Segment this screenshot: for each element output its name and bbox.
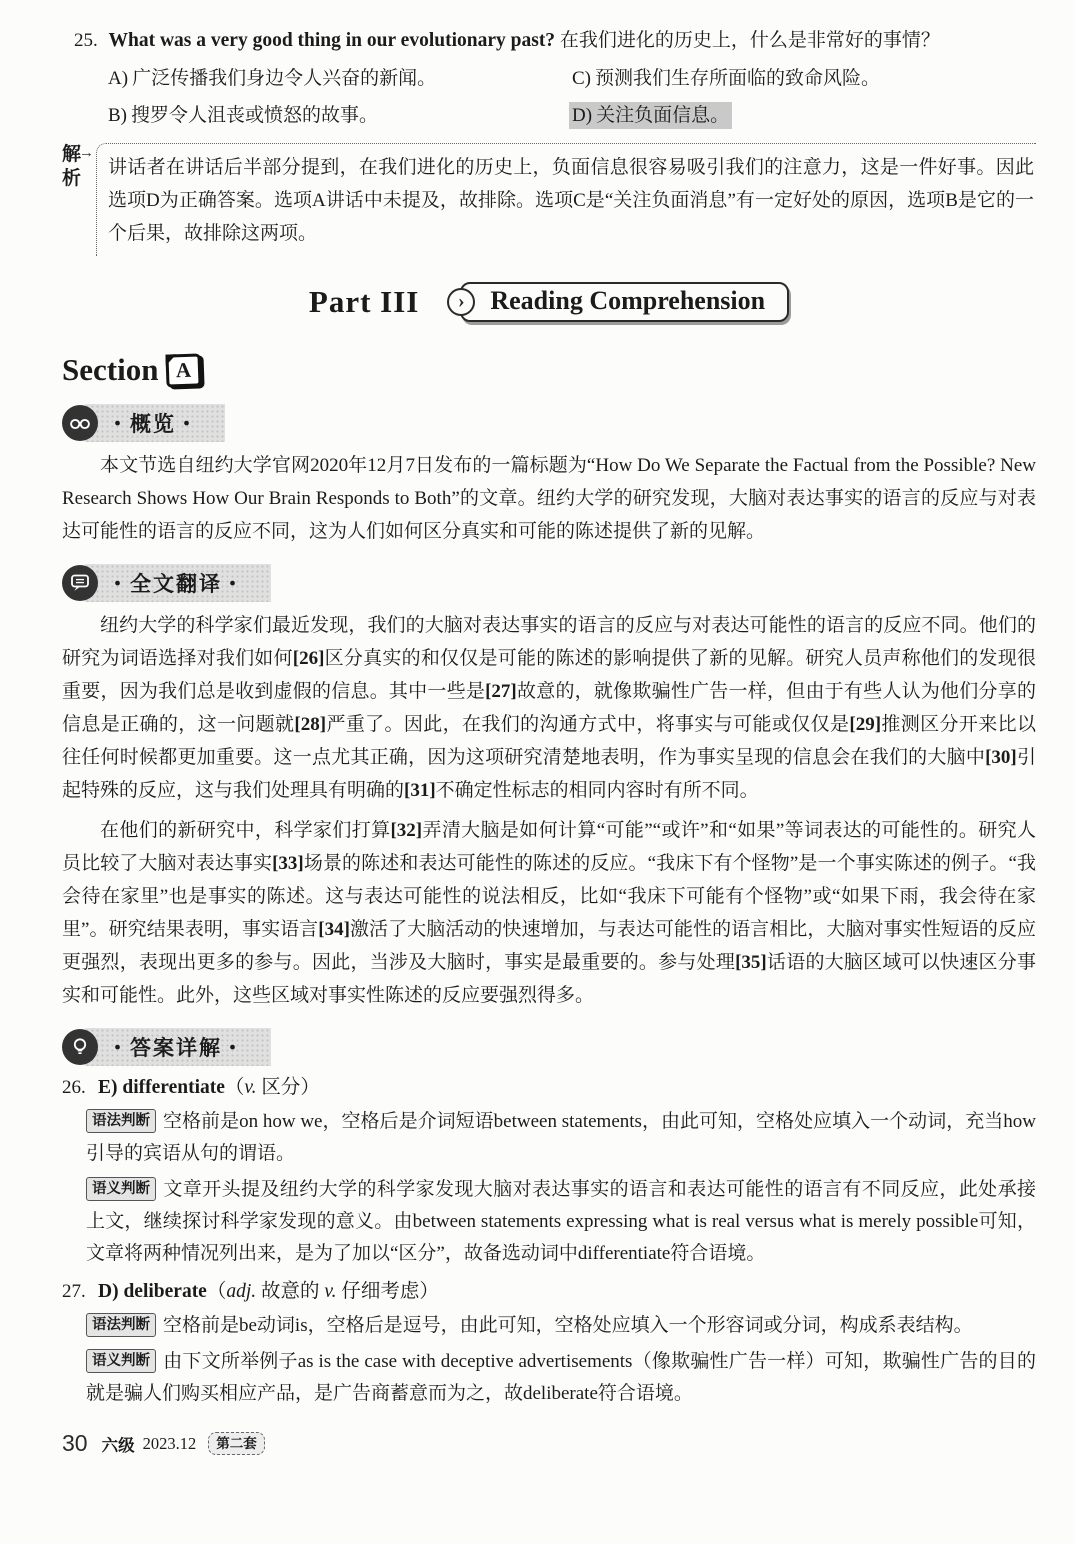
option-a <box>108 64 572 94</box>
analysis-label: 解析 <box>62 144 82 189</box>
option-c-label: C) <box>572 68 591 89</box>
circle-chevron-icon: › <box>447 288 475 316</box>
answer-details-header <box>62 1028 1036 1066</box>
question-text-chinese: 在我们进化的历史上，什么是非常好的事情？ <box>559 30 940 51</box>
options-grid <box>108 64 1036 131</box>
answer-item-26 <box>62 1072 1036 1270</box>
section-heading <box>62 352 1036 388</box>
question-number: 25. <box>74 30 98 51</box>
answer-26-semantic-text: 文章开头提及纽约大学的科学家发现大脑对表达事实的语言和表达可能性的语言有不同反应，此处承接上文，继续探讨科学家发现的意义。由between statements expressing what is real versus what is merely possible可知，文章将两种情况列出来，是为了加以“区分”，故备选动词中differentiate符合语境。 <box>86 1179 1036 1264</box>
option-d-highlighted <box>572 101 1036 131</box>
analysis-side <box>62 143 96 256</box>
answer-27-title: D) deliberate（adj. 故意的 v. 仔细考虑） <box>98 1281 439 1302</box>
answer-27-semantic <box>86 1346 1036 1410</box>
section-label: Section <box>62 352 159 387</box>
part-label: Part III <box>308 284 420 319</box>
overview-heading: ・概览・ <box>85 404 225 442</box>
option-c <box>572 64 1036 94</box>
answer-26-grammar <box>86 1106 1036 1170</box>
overview-paragraph: 本文节选自纽约大学官网2020年12月7日发布的一篇标题为“How Do We Separate the Factual from the Possible? New Research Shows How Our Brain Responds to Both”的文章。纽约大学的研究发现，大脑对表达事实的语言的反应与对表达可能性的语言的反应不同，这为人们如何区分真实和可能的陈述提供了新的见解。 <box>62 455 1036 542</box>
analysis-block <box>62 143 1036 256</box>
answer-26-title: E) differentiate（v. 区分） <box>98 1077 320 1098</box>
option-a-text: 广泛传播我们身边令人兴奋的新闻。 <box>132 68 437 89</box>
section-a-page-icon <box>166 353 202 387</box>
answer-27-grammar <box>86 1310 1036 1342</box>
analysis-text-box: 讲话者在讲话后半部分提到，在我们进化的历史上，负面信息很容易吸引我们的注意力，这是一件好事。因此选项D为正确答案。选项A讲话中未提及，故排除。选项C是“关注负面消息”有一定好处的原因，选项B是它的一个后果，故排除这两项。 <box>96 143 1036 256</box>
answer-item-27 <box>62 1276 1036 1410</box>
option-a-label: A) <box>108 68 129 89</box>
option-c-text: 预测我们生存所面临的致命风险。 <box>595 68 881 89</box>
lightbulb-icon <box>62 1029 98 1065</box>
page-number: 30 <box>62 1430 88 1456</box>
part-header <box>62 282 1036 322</box>
answer-26-semantic <box>86 1174 1036 1270</box>
grammar-judgment-tag: 语法判断 <box>86 1313 156 1337</box>
answer-26-grammar-text: 空格前是on how we，空格后是介词短语between statements，由此可知，空格处应填入一个动词，充当how引导的宾语从句的谓语。 <box>86 1111 1036 1164</box>
answer-27-semantic-text: 由下文所举例子as is the case with deceptive advertisements（像欺骗性广告一样）可知，欺骗性广告的目的就是骗人们购买相应产品，是广告商蓄意而为之，故deliberate符合语境。 <box>86 1351 1036 1404</box>
section-badge-letter: A <box>175 357 192 382</box>
part-title: Reading Comprehension <box>460 282 789 322</box>
question-25 <box>74 26 1036 131</box>
overview-header <box>62 404 1036 442</box>
question-text-english: What was a very good thing in our evolutionary past? <box>108 30 556 51</box>
answer-27-number: 27. <box>62 1281 86 1302</box>
page-footer <box>62 1430 1036 1457</box>
arrow-right-icon: → <box>79 145 94 161</box>
translation-paragraph-2: 在他们的新研究中，科学家们打算[32]弄清大脑是如何计算“可能”“或许”和“如果”等词表达的可能性的。研究人员比较了大脑对表达事实[33]场景的陈述和表达可能性的陈述的反应。“我床下有个怪物”是一个事实陈述的例子。“我会待在家里”也是事实的陈述。这与表达可能性的说法相反，比如“我床下可能有个怪物”或“如果下雨，我会待在家里”。研究结果表明，事实语言[34]激活了大脑活动的快速增加，与表达可能性的语言相比，大脑对事实性短语的反应更强烈，表现出更多的参与。因此，当涉及大脑时，事实是最重要的。参与处理[35]话语的大脑区域可以快速区分事实和可能性。此外，这些区域对事实性陈述的反应要强烈得多。 <box>62 820 1036 1006</box>
option-b-text: 搜罗令人沮丧或愤怒的故事。 <box>131 105 379 126</box>
semantic-judgment-tag: 语义判断 <box>86 1177 156 1201</box>
answer-details-heading: ・答案详解・ <box>85 1028 271 1066</box>
question-25-line <box>74 26 1036 56</box>
glasses-icon <box>62 405 98 441</box>
option-d-label: D) <box>572 105 593 126</box>
answer-27-grammar-text: 空格前是be动词is，空格后是逗号，由此可知，空格处应填入一个形容词或分词，构成系表结构。 <box>163 1315 973 1336</box>
translation-header <box>62 564 1036 602</box>
option-b-label: B) <box>108 105 127 126</box>
option-d-text: 关注负面信息。 <box>596 105 730 126</box>
option-b <box>108 101 572 131</box>
translation-paragraph-1: 纽约大学的科学家们最近发现，我们的大脑对表达事实的语言的反应与对表达可能性的语言的反应不同。他们的研究为词语选择对我们如何[26]区分真实的和仅仅是可能的陈述的影响提供了新的见解。研究人员声称他们的发现很重要，因为我们总是收到虚假的信息。其中一些是[27]故意的，就像欺骗性广告一样，但由于有些人认为他们分享的信息是正确的，这一问题就[28]严重了。因此，在我们的沟通方式中，将事实与可能或仅仅是[29]推测区分开来比以往任何时候都更加重要。这一点尤其正确，因为这项研究清楚地表明，作为事实呈现的信息会在我们的大脑中[30]引起特殊的反应，这与我们处理具有明确的[31]不确定性标志的相同内容时有所不同。 <box>62 615 1036 801</box>
exam-set-badge: 第二套 <box>208 1432 265 1455</box>
grammar-judgment-tag: 语法判断 <box>86 1109 156 1133</box>
exam-level: 六级 <box>101 1435 135 1455</box>
translation-heading: ・全文翻译・ <box>85 564 271 602</box>
answer-26-number: 26. <box>62 1077 86 1098</box>
semantic-judgment-tag: 语义判断 <box>86 1349 156 1373</box>
speech-bubble-icon <box>62 565 98 601</box>
exam-date: 2023.12 <box>142 1433 197 1453</box>
